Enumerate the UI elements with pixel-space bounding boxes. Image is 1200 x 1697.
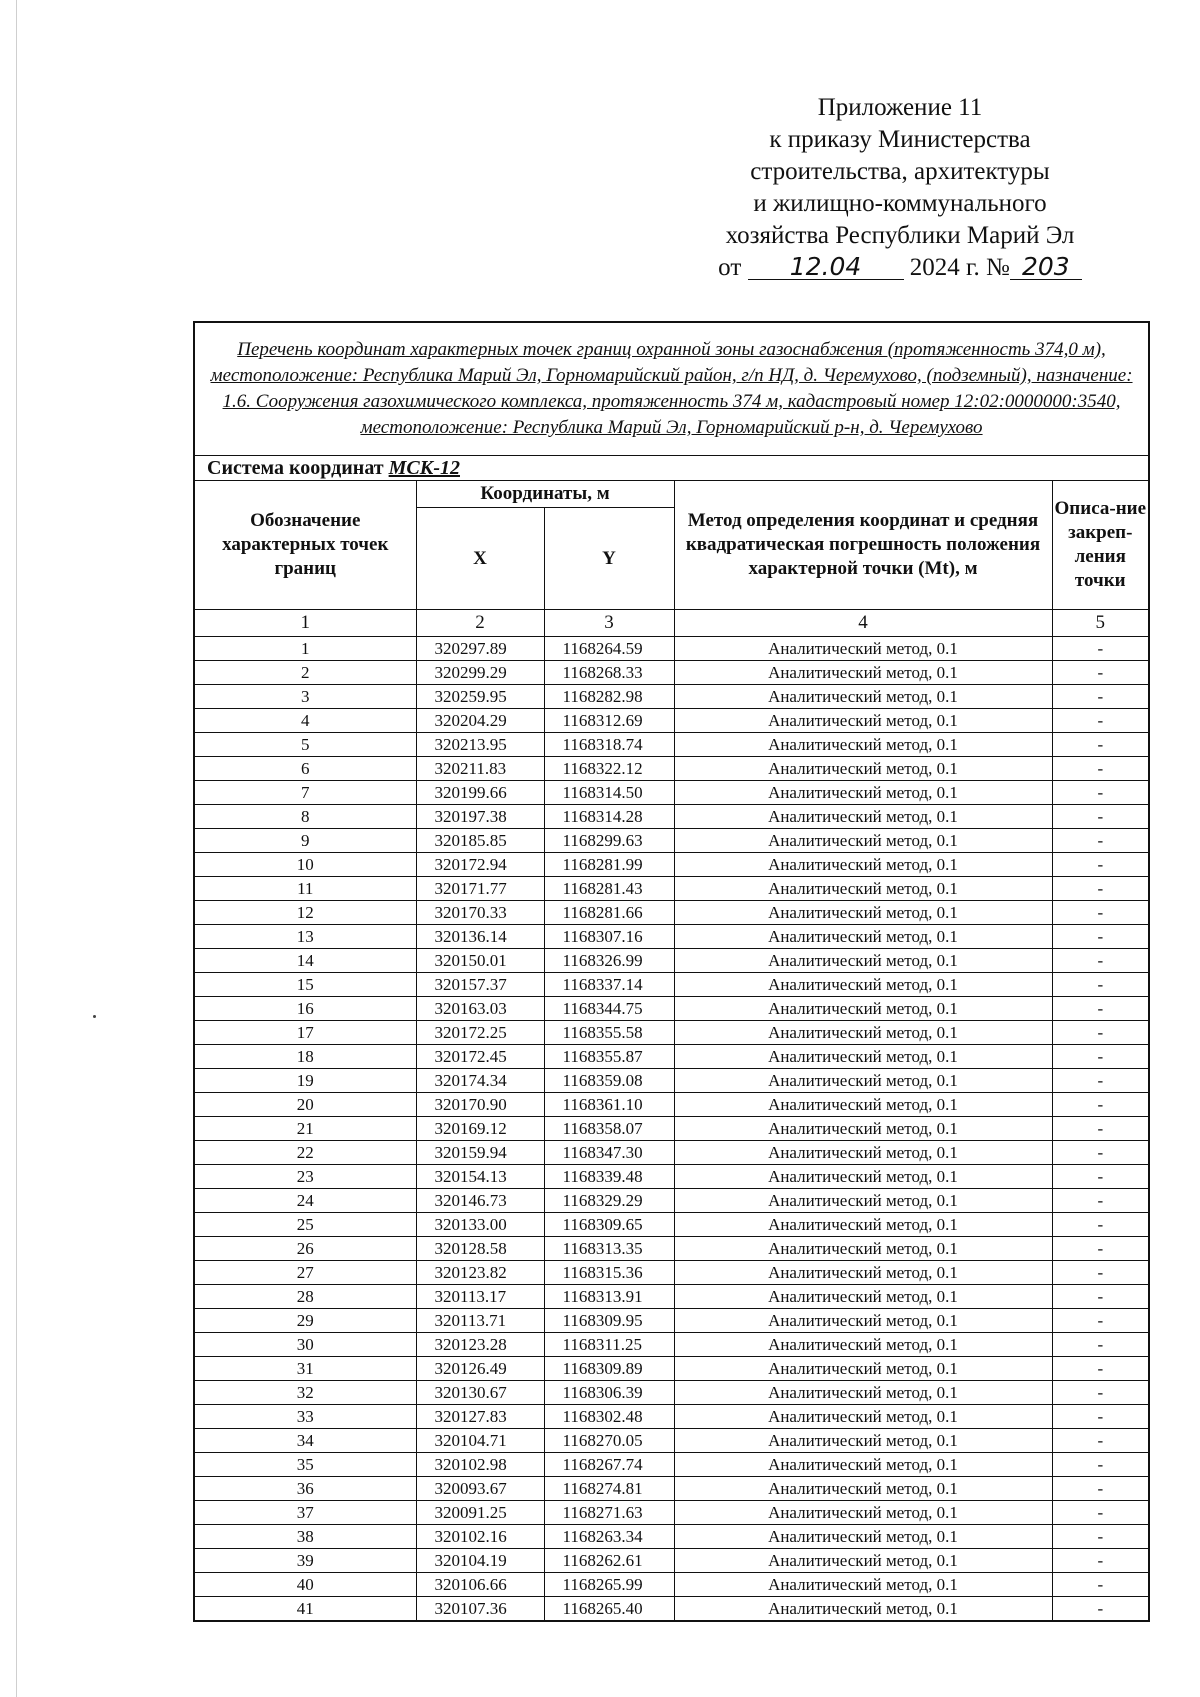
point-number-cell: 23: [194, 1165, 416, 1189]
date-prefix: от: [718, 254, 742, 281]
x-coordinate-cell: 320297.89: [416, 637, 544, 661]
table-row: [194, 997, 1149, 1021]
description-cell: -: [1052, 1477, 1149, 1501]
y-coordinate-cell: 1168329.29: [544, 1189, 674, 1213]
y-coordinate-cell: 1168281.43: [544, 877, 674, 901]
point-number-cell: 4: [194, 709, 416, 733]
column-number: 5: [1052, 610, 1149, 637]
header-line: хозяйства Республики Марий Эл: [725, 222, 1075, 249]
table-row: [194, 685, 1149, 709]
method-cell: Аналитический метод, 0.1: [674, 1189, 1052, 1213]
column-header-x: X: [416, 508, 544, 610]
description-cell: -: [1052, 1549, 1149, 1573]
method-cell: Аналитический метод, 0.1: [674, 1549, 1052, 1573]
column-header-designation: Обозначение характерных точек границ: [194, 481, 416, 610]
table-row: [194, 1189, 1149, 1213]
y-coordinate-cell: 1168307.16: [544, 925, 674, 949]
method-cell: Аналитический метод, 0.1: [674, 1477, 1052, 1501]
point-number-cell: 7: [194, 781, 416, 805]
y-coordinate-cell: 1168315.36: [544, 1261, 674, 1285]
table-row: [194, 853, 1149, 877]
method-cell: Аналитический метод, 0.1: [674, 1597, 1052, 1622]
x-coordinate-cell: 320126.49: [416, 1357, 544, 1381]
table-row: [194, 1045, 1149, 1069]
method-cell: Аналитический метод, 0.1: [674, 1069, 1052, 1093]
x-coordinate-cell: 320104.19: [416, 1549, 544, 1573]
point-number-cell: 18: [194, 1045, 416, 1069]
table-row: [194, 829, 1149, 853]
method-cell: Аналитический метод, 0.1: [674, 1381, 1052, 1405]
description-cell: -: [1052, 1045, 1149, 1069]
column-number: 3: [544, 610, 674, 637]
y-coordinate-cell: 1168262.61: [544, 1549, 674, 1573]
table-row: [194, 925, 1149, 949]
method-cell: Аналитический метод, 0.1: [674, 1309, 1052, 1333]
description-cell: -: [1052, 877, 1149, 901]
x-coordinate-cell: 320106.66: [416, 1573, 544, 1597]
description-cell: -: [1052, 1117, 1149, 1141]
description-cell: -: [1052, 1501, 1149, 1525]
x-coordinate-cell: 320133.00: [416, 1213, 544, 1237]
coordinate-system-row: [194, 456, 1149, 481]
description-cell: -: [1052, 1453, 1149, 1477]
y-coordinate-cell: 1168309.65: [544, 1213, 674, 1237]
y-coordinate-cell: 1168326.99: [544, 949, 674, 973]
method-cell: Аналитический метод, 0.1: [674, 925, 1052, 949]
x-coordinate-cell: 320157.37: [416, 973, 544, 997]
y-coordinate-cell: 1168312.69: [544, 709, 674, 733]
point-number-cell: 17: [194, 1021, 416, 1045]
point-number-cell: 10: [194, 853, 416, 877]
x-coordinate-cell: 320104.71: [416, 1429, 544, 1453]
table-row: [194, 1093, 1149, 1117]
point-number-cell: 16: [194, 997, 416, 1021]
method-cell: Аналитический метод, 0.1: [674, 709, 1052, 733]
point-number-cell: 40: [194, 1573, 416, 1597]
table-row: [194, 709, 1149, 733]
column-number-row: [194, 610, 1149, 637]
point-number-cell: 11: [194, 877, 416, 901]
x-coordinate-cell: 320170.90: [416, 1093, 544, 1117]
y-coordinate-cell: 1168274.81: [544, 1477, 674, 1501]
point-number-cell: 5: [194, 733, 416, 757]
description-cell: -: [1052, 685, 1149, 709]
description-cell: -: [1052, 805, 1149, 829]
appendix-header: [690, 92, 1110, 284]
point-number-cell: 39: [194, 1549, 416, 1573]
x-coordinate-cell: 320213.95: [416, 733, 544, 757]
point-number-cell: 33: [194, 1405, 416, 1429]
point-number-cell: 22: [194, 1141, 416, 1165]
method-cell: Аналитический метод, 0.1: [674, 997, 1052, 1021]
description-cell: -: [1052, 853, 1149, 877]
description-cell: -: [1052, 1357, 1149, 1381]
description-cell: -: [1052, 949, 1149, 973]
table-row: [194, 1165, 1149, 1189]
point-number-cell: 9: [194, 829, 416, 853]
y-coordinate-cell: 1168264.59: [544, 637, 674, 661]
coordinates-table: [193, 321, 1150, 1622]
x-coordinate-cell: 320128.58: [416, 1237, 544, 1261]
table-row: [194, 661, 1149, 685]
point-number-cell: 2: [194, 661, 416, 685]
method-cell: Аналитический метод, 0.1: [674, 781, 1052, 805]
y-coordinate-cell: 1168358.07: [544, 1117, 674, 1141]
y-coordinate-cell: 1168302.48: [544, 1405, 674, 1429]
point-number-cell: 1: [194, 637, 416, 661]
method-cell: Аналитический метод, 0.1: [674, 757, 1052, 781]
y-coordinate-cell: 1168281.99: [544, 853, 674, 877]
x-coordinate-cell: 320154.13: [416, 1165, 544, 1189]
description-cell: -: [1052, 757, 1149, 781]
x-coordinate-cell: 320107.36: [416, 1597, 544, 1622]
point-number-cell: 19: [194, 1069, 416, 1093]
x-coordinate-cell: 320259.95: [416, 685, 544, 709]
y-coordinate-cell: 1168322.12: [544, 757, 674, 781]
y-coordinate-cell: 1168361.10: [544, 1093, 674, 1117]
y-coordinate-cell: 1168313.35: [544, 1237, 674, 1261]
method-cell: Аналитический метод, 0.1: [674, 637, 1052, 661]
method-cell: Аналитический метод, 0.1: [674, 1453, 1052, 1477]
x-coordinate-cell: 320174.34: [416, 1069, 544, 1093]
table-row: [194, 1357, 1149, 1381]
table-row: [194, 1453, 1149, 1477]
table-row: [194, 1309, 1149, 1333]
method-cell: Аналитический метод, 0.1: [674, 973, 1052, 997]
description-cell: -: [1052, 1213, 1149, 1237]
point-number-cell: 24: [194, 1189, 416, 1213]
method-cell: Аналитический метод, 0.1: [674, 1261, 1052, 1285]
y-coordinate-cell: 1168337.14: [544, 973, 674, 997]
method-cell: Аналитический метод, 0.1: [674, 1525, 1052, 1549]
y-coordinate-cell: 1168281.66: [544, 901, 674, 925]
table-row: [194, 973, 1149, 997]
y-coordinate-cell: 1168309.95: [544, 1309, 674, 1333]
description-cell: -: [1052, 973, 1149, 997]
description-cell: -: [1052, 1333, 1149, 1357]
method-cell: Аналитический метод, 0.1: [674, 1429, 1052, 1453]
y-coordinate-cell: 1168270.05: [544, 1429, 674, 1453]
y-coordinate-cell: 1168267.74: [544, 1453, 674, 1477]
description-cell: -: [1052, 1237, 1149, 1261]
description-cell: -: [1052, 1381, 1149, 1405]
description-cell: -: [1052, 1309, 1149, 1333]
table-row: [194, 805, 1149, 829]
method-cell: Аналитический метод, 0.1: [674, 1021, 1052, 1045]
description-cell: -: [1052, 1525, 1149, 1549]
table-row: [194, 637, 1149, 661]
y-coordinate-cell: 1168314.50: [544, 781, 674, 805]
description-cell: -: [1052, 1261, 1149, 1285]
column-number: 1: [194, 610, 416, 637]
description-cell: -: [1052, 1141, 1149, 1165]
method-cell: Аналитический метод, 0.1: [674, 661, 1052, 685]
table-row: [194, 877, 1149, 901]
method-cell: Аналитический метод, 0.1: [674, 733, 1052, 757]
table-row: [194, 1261, 1149, 1285]
order-date-line: [690, 252, 1110, 284]
method-cell: Аналитический метод, 0.1: [674, 1333, 1052, 1357]
method-cell: Аналитический метод, 0.1: [674, 829, 1052, 853]
point-number-cell: 21: [194, 1117, 416, 1141]
point-number-cell: 20: [194, 1093, 416, 1117]
method-cell: Аналитический метод, 0.1: [674, 1213, 1052, 1237]
y-coordinate-cell: 1168309.89: [544, 1357, 674, 1381]
column-header-method: Метод определения координат и средняя квадратическая погрешность положения характерной точки (Mt), м: [674, 481, 1052, 610]
x-coordinate-cell: 320123.82: [416, 1261, 544, 1285]
x-coordinate-cell: 320199.66: [416, 781, 544, 805]
description-cell: -: [1052, 1021, 1149, 1045]
y-coordinate-cell: 1168339.48: [544, 1165, 674, 1189]
method-cell: Аналитический метод, 0.1: [674, 901, 1052, 925]
x-coordinate-cell: 320093.67: [416, 1477, 544, 1501]
table-title: Перечень координат характерных точек границ охранной зоны газоснабжения (протяженность 374,0 м), местоположение: Республика Марий Эл, Горномарийский район, г/п НД, д. Черемухово, (подземный), назначение: 1.6. Сооружения газохимического комплекса, протяженность 374 м, кадастровый номер 12:02:0000000:3540, местоположение: Республика Марий Эл, Горномарийский р-н, д. Черемухово: [194, 322, 1149, 456]
method-cell: Аналитический метод, 0.1: [674, 949, 1052, 973]
y-coordinate-cell: 1168263.34: [544, 1525, 674, 1549]
method-cell: Аналитический метод, 0.1: [674, 1117, 1052, 1141]
description-cell: -: [1052, 1405, 1149, 1429]
x-coordinate-cell: 320170.33: [416, 901, 544, 925]
y-coordinate-cell: 1168265.40: [544, 1597, 674, 1622]
column-header-y: Y: [544, 508, 674, 610]
table-row: [194, 1381, 1149, 1405]
method-cell: Аналитический метод, 0.1: [674, 1141, 1052, 1165]
scan-speck: [93, 1015, 96, 1018]
table-row: [194, 1477, 1149, 1501]
handwritten-date: 12.04: [748, 255, 904, 280]
method-cell: Аналитический метод, 0.1: [674, 1573, 1052, 1597]
point-number-cell: 13: [194, 925, 416, 949]
point-number-cell: 27: [194, 1261, 416, 1285]
coordinate-system-value: МСК-12: [388, 457, 460, 479]
x-coordinate-cell: 320091.25: [416, 1501, 544, 1525]
y-coordinate-cell: 1168271.63: [544, 1501, 674, 1525]
table-row: [194, 781, 1149, 805]
x-coordinate-cell: 320211.83: [416, 757, 544, 781]
y-coordinate-cell: 1168311.25: [544, 1333, 674, 1357]
point-number-cell: 31: [194, 1357, 416, 1381]
table-row: [194, 1429, 1149, 1453]
x-coordinate-cell: 320146.73: [416, 1189, 544, 1213]
y-coordinate-cell: 1168314.28: [544, 805, 674, 829]
description-cell: -: [1052, 709, 1149, 733]
y-coordinate-cell: 1168265.99: [544, 1573, 674, 1597]
x-coordinate-cell: 320169.12: [416, 1117, 544, 1141]
table-row: [194, 733, 1149, 757]
point-number-cell: 37: [194, 1501, 416, 1525]
table-row: [194, 1501, 1149, 1525]
description-cell: -: [1052, 1429, 1149, 1453]
table-row: [194, 757, 1149, 781]
x-coordinate-cell: 320130.67: [416, 1381, 544, 1405]
x-coordinate-cell: 320127.83: [416, 1405, 544, 1429]
x-coordinate-cell: 320172.25: [416, 1021, 544, 1045]
y-coordinate-cell: 1168299.63: [544, 829, 674, 853]
table-row: [194, 1405, 1149, 1429]
x-coordinate-cell: 320159.94: [416, 1141, 544, 1165]
x-coordinate-cell: 320204.29: [416, 709, 544, 733]
description-cell: -: [1052, 733, 1149, 757]
description-cell: -: [1052, 829, 1149, 853]
y-coordinate-cell: 1168359.08: [544, 1069, 674, 1093]
description-cell: -: [1052, 637, 1149, 661]
x-coordinate-cell: 320123.28: [416, 1333, 544, 1357]
method-cell: Аналитический метод, 0.1: [674, 1357, 1052, 1381]
description-cell: -: [1052, 925, 1149, 949]
table-row: [194, 901, 1149, 925]
point-number-cell: 6: [194, 757, 416, 781]
x-coordinate-cell: 320171.77: [416, 877, 544, 901]
description-cell: -: [1052, 1069, 1149, 1093]
method-cell: Аналитический метод, 0.1: [674, 1501, 1052, 1525]
description-cell: -: [1052, 1093, 1149, 1117]
x-coordinate-cell: 320185.85: [416, 829, 544, 853]
description-cell: -: [1052, 781, 1149, 805]
y-coordinate-cell: 1168306.39: [544, 1381, 674, 1405]
point-number-cell: 3: [194, 685, 416, 709]
table-row: [194, 1213, 1149, 1237]
table-row: [194, 1117, 1149, 1141]
column-header-description: Описа-ние закреп-ления точки: [1052, 481, 1149, 610]
x-coordinate-cell: 320102.16: [416, 1525, 544, 1549]
column-number: 2: [416, 610, 544, 637]
x-coordinate-cell: 320150.01: [416, 949, 544, 973]
x-coordinate-cell: 320299.29: [416, 661, 544, 685]
table-row: [194, 1069, 1149, 1093]
description-cell: -: [1052, 661, 1149, 685]
method-cell: Аналитический метод, 0.1: [674, 685, 1052, 709]
table-row: [194, 1141, 1149, 1165]
header-line: Приложение 11: [817, 94, 983, 121]
point-number-cell: 30: [194, 1333, 416, 1357]
method-cell: Аналитический метод, 0.1: [674, 805, 1052, 829]
method-cell: Аналитический метод, 0.1: [674, 1165, 1052, 1189]
point-number-cell: 25: [194, 1213, 416, 1237]
x-coordinate-cell: 320136.14: [416, 925, 544, 949]
table-row: [194, 1285, 1149, 1309]
description-cell: -: [1052, 1285, 1149, 1309]
point-number-cell: 12: [194, 901, 416, 925]
table-row: [194, 1525, 1149, 1549]
point-number-cell: 8: [194, 805, 416, 829]
x-coordinate-cell: 320172.94: [416, 853, 544, 877]
x-coordinate-cell: 320113.71: [416, 1309, 544, 1333]
point-number-cell: 36: [194, 1477, 416, 1501]
description-cell: -: [1052, 1189, 1149, 1213]
table-row: [194, 1573, 1149, 1597]
table-row: [194, 949, 1149, 973]
header-line: строительства, архитектуры: [750, 158, 1050, 185]
x-coordinate-cell: 320197.38: [416, 805, 544, 829]
column-number: 4: [674, 610, 1052, 637]
table-row: [194, 1237, 1149, 1261]
method-cell: Аналитический метод, 0.1: [674, 1405, 1052, 1429]
x-coordinate-cell: 320102.98: [416, 1453, 544, 1477]
point-number-cell: 14: [194, 949, 416, 973]
point-number-cell: 29: [194, 1309, 416, 1333]
description-cell: -: [1052, 997, 1149, 1021]
method-cell: Аналитический метод, 0.1: [674, 1285, 1052, 1309]
point-number-cell: 34: [194, 1429, 416, 1453]
year-number-label: 2024 г. №: [909, 254, 1010, 281]
x-coordinate-cell: 320113.17: [416, 1285, 544, 1309]
table-row: [194, 1597, 1149, 1622]
description-cell: -: [1052, 1597, 1149, 1622]
column-header-coordinates: Координаты, м: [416, 481, 674, 508]
y-coordinate-cell: 1168318.74: [544, 733, 674, 757]
y-coordinate-cell: 1168355.58: [544, 1021, 674, 1045]
handwritten-order-number: 203: [1010, 255, 1082, 280]
y-coordinate-cell: 1168268.33: [544, 661, 674, 685]
point-number-cell: 26: [194, 1237, 416, 1261]
x-coordinate-cell: 320163.03: [416, 997, 544, 1021]
point-number-cell: 38: [194, 1525, 416, 1549]
description-cell: -: [1052, 1573, 1149, 1597]
y-coordinate-cell: 1168347.30: [544, 1141, 674, 1165]
scan-edge-line: [16, 0, 17, 1697]
y-coordinate-cell: 1168344.75: [544, 997, 674, 1021]
point-number-cell: 28: [194, 1285, 416, 1309]
description-cell: -: [1052, 1165, 1149, 1189]
table-row: [194, 1549, 1149, 1573]
method-cell: Аналитический метод, 0.1: [674, 853, 1052, 877]
table-row: [194, 1333, 1149, 1357]
method-cell: Аналитический метод, 0.1: [674, 1093, 1052, 1117]
point-number-cell: 15: [194, 973, 416, 997]
coordinate-system-label: Система координат: [207, 457, 384, 479]
table-row: [194, 1021, 1149, 1045]
point-number-cell: 35: [194, 1453, 416, 1477]
y-coordinate-cell: 1168282.98: [544, 685, 674, 709]
y-coordinate-cell: 1168313.91: [544, 1285, 674, 1309]
method-cell: Аналитический метод, 0.1: [674, 1237, 1052, 1261]
point-number-cell: 41: [194, 1597, 416, 1622]
method-cell: Аналитический метод, 0.1: [674, 1045, 1052, 1069]
y-coordinate-cell: 1168355.87: [544, 1045, 674, 1069]
description-cell: -: [1052, 901, 1149, 925]
x-coordinate-cell: 320172.45: [416, 1045, 544, 1069]
point-number-cell: 32: [194, 1381, 416, 1405]
method-cell: Аналитический метод, 0.1: [674, 877, 1052, 901]
header-line: к приказу Министерства: [769, 126, 1031, 153]
header-line: и жилищно-коммунального: [753, 190, 1047, 217]
